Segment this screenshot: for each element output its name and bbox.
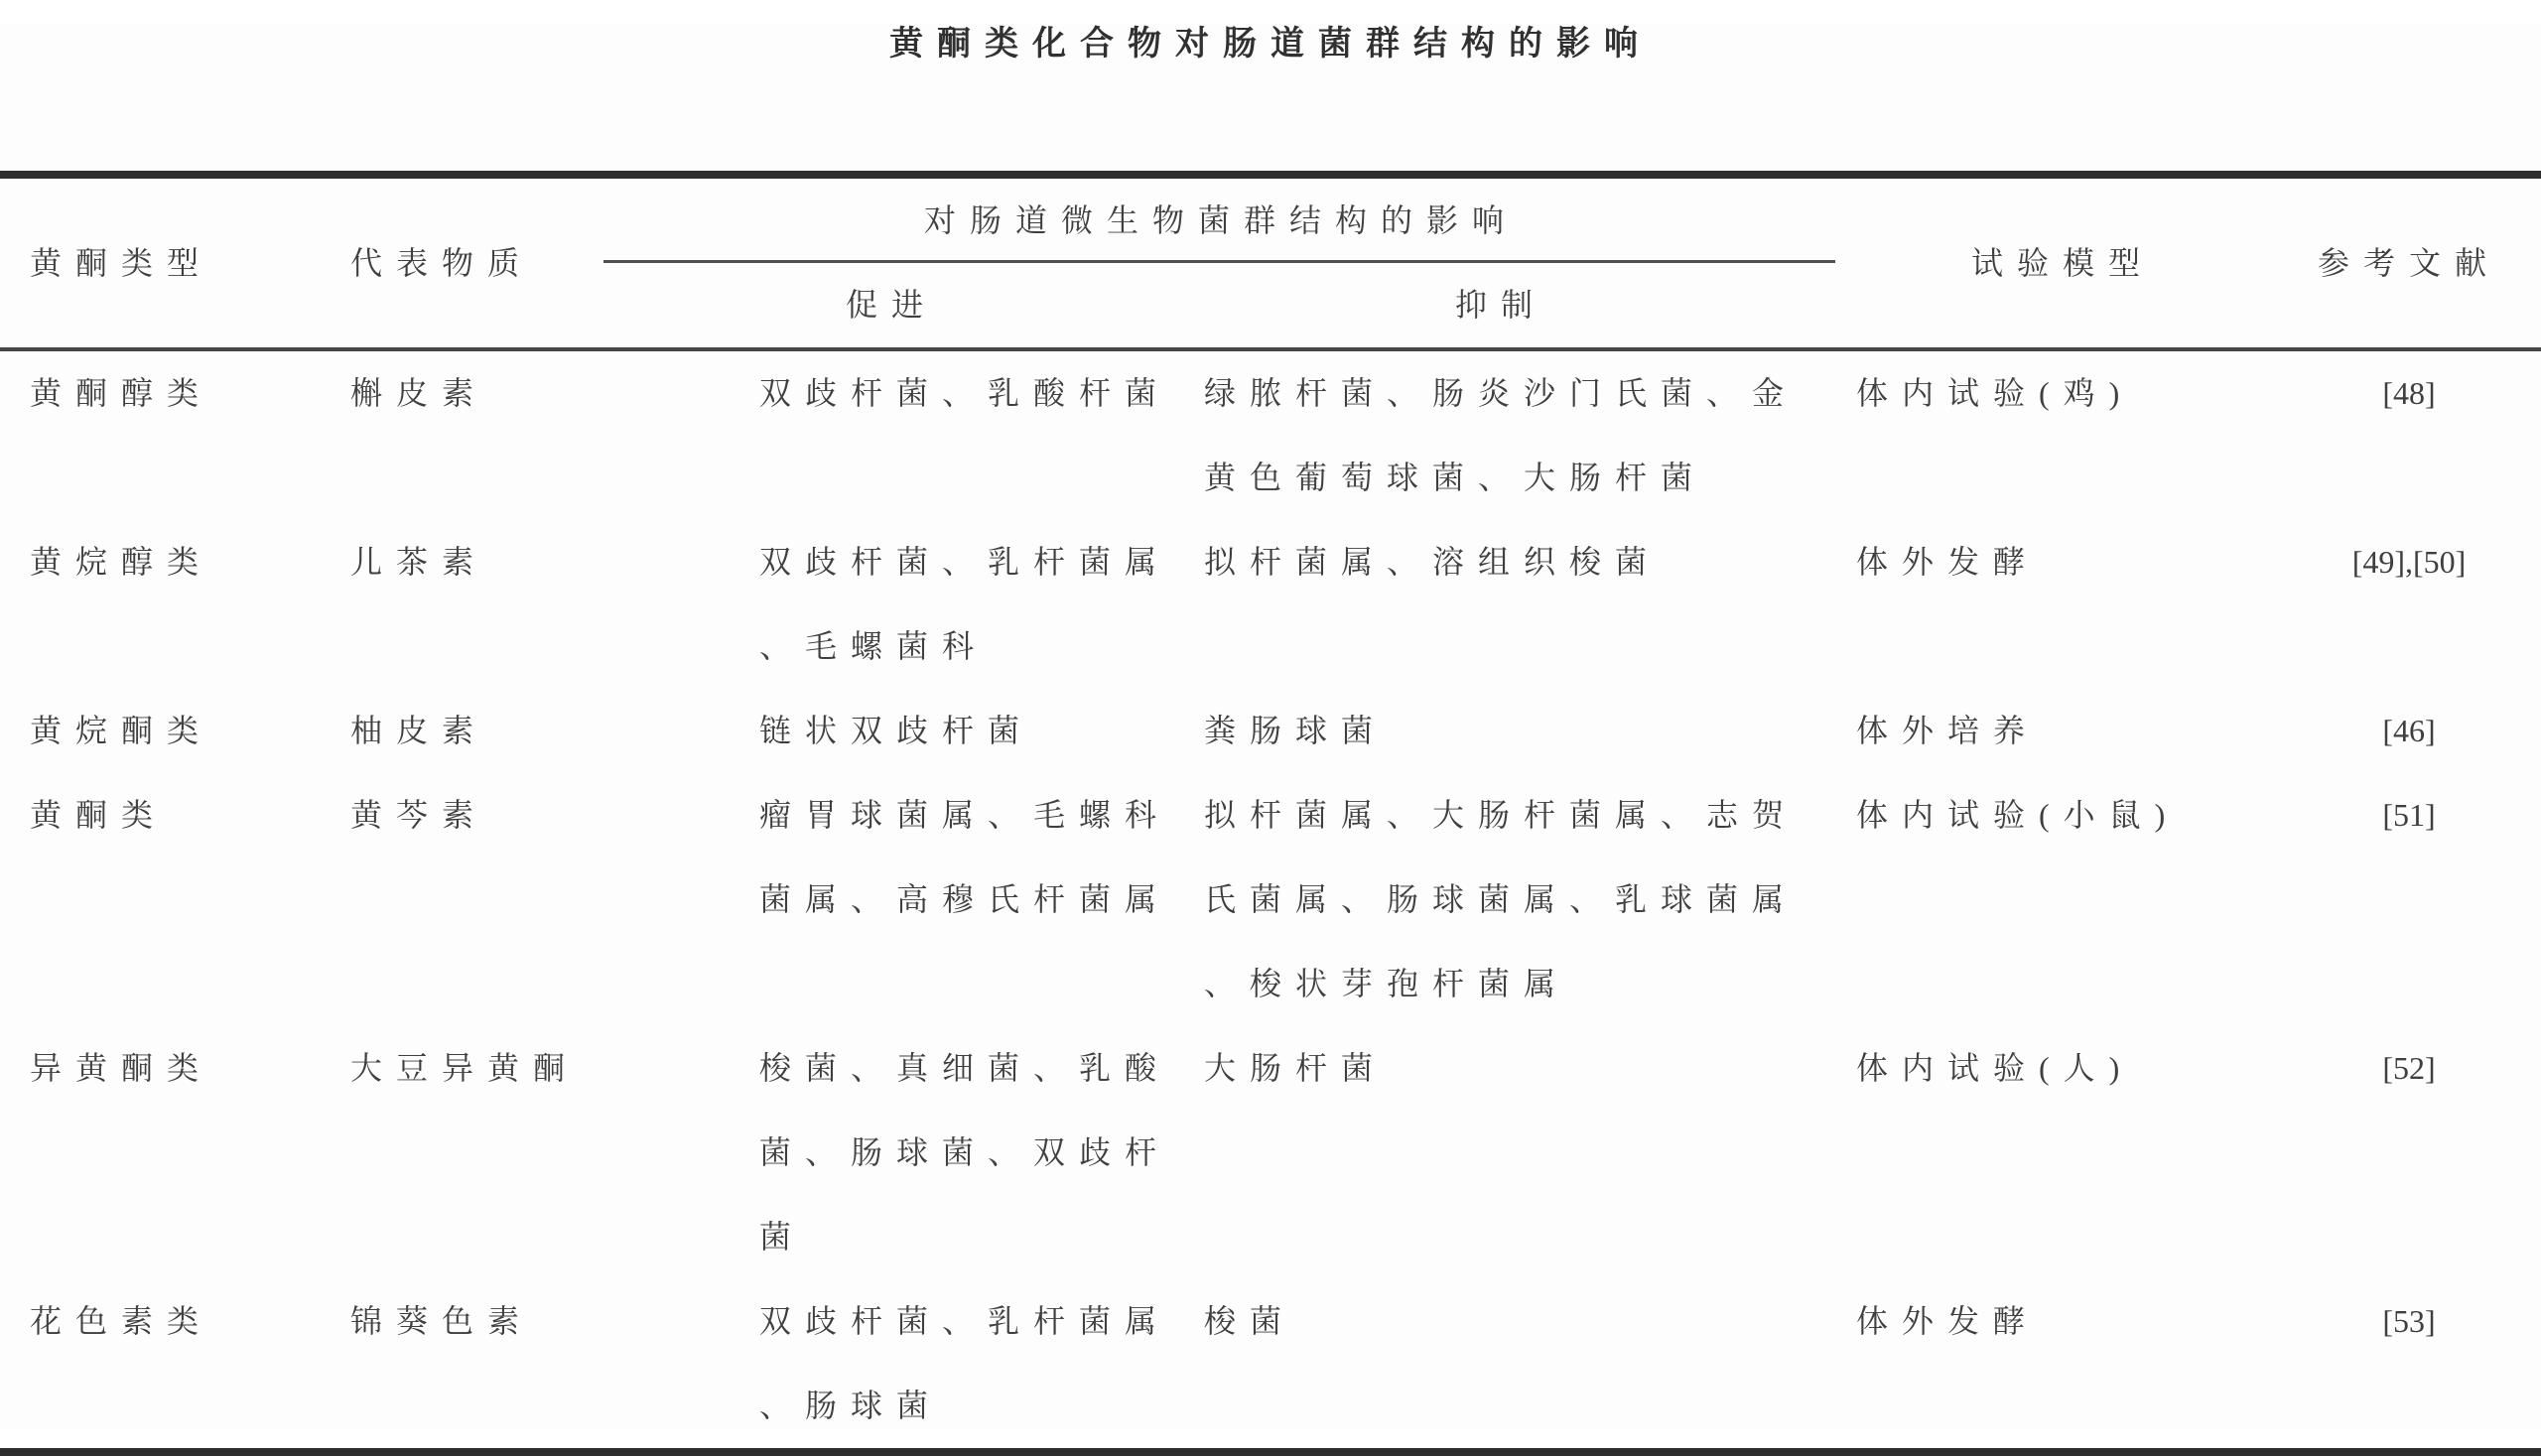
cell-promote: 双歧杆菌、乳酸杆菌 [759, 375, 1171, 411]
header-test-model: 试验模型 [1848, 175, 2277, 349]
cell-flavonoid-type: 黄酮类 [30, 797, 168, 833]
cell-flavonoid-type: 黄烷酮类 [30, 713, 213, 748]
table-title: 黄酮类化合物对肠道菌群结构的影响 [889, 25, 1652, 63]
cell-promote: 双歧杆菌、乳杆菌属、毛螺菌科 [759, 544, 1171, 664]
header-reference: 参考文献 [2277, 175, 2541, 349]
table-header [0, 175, 2541, 349]
table-row [0, 689, 2541, 773]
cell-model: 体内试验(人) [1856, 1050, 2134, 1086]
cell-reference: [53] [2382, 1303, 2436, 1339]
table-body [0, 349, 2541, 1452]
cell-inhibit: 拟杆菌属、溶组织梭菌 [1204, 544, 1662, 580]
table-row [0, 349, 2541, 520]
cell-inhibit: 粪肠球菌 [1204, 713, 1388, 748]
paper-page [0, 24, 2541, 1428]
header-promote: 促进 [749, 263, 1196, 349]
cell-promote: 瘤胃球菌属、毛螺科菌属、高穆氏杆菌属 [759, 797, 1171, 917]
cell-reference: [51] [2382, 797, 2436, 833]
cell-reference: [49],[50] [2351, 544, 2467, 580]
table-row [0, 1026, 2541, 1279]
cell-inhibit: 梭菌 [1204, 1303, 1296, 1339]
cell-reference: [52] [2382, 1050, 2436, 1086]
header-effect-on-microbiota-group: 对肠道微生物菌群结构的影响 [749, 175, 1848, 263]
cell-inhibit: 大肠杆菌 [1204, 1050, 1388, 1086]
cell-substance: 柚皮素 [350, 713, 488, 748]
cell-model: 体外发酵 [1856, 1303, 2040, 1339]
table-row [0, 520, 2541, 689]
cell-flavonoid-type: 黄烷醇类 [30, 544, 213, 580]
cell-substance: 锦葵色素 [350, 1303, 534, 1339]
header-row-main [0, 175, 2541, 263]
cell-inhibit: 拟杆菌属、大肠杆菌属、志贺氏菌属、肠球菌属、乳球菌属、梭状芽孢杆菌属 [1204, 797, 1799, 1001]
cell-flavonoid-type: 花色素类 [30, 1303, 213, 1339]
cell-promote: 梭菌、真细菌、乳酸菌、肠球菌、双歧杆菌 [759, 1050, 1171, 1255]
cell-flavonoid-type: 异黄酮类 [30, 1050, 213, 1086]
header-inhibit: 抑制 [1196, 263, 1848, 349]
cell-model: 体外培养 [1856, 713, 2040, 748]
cell-flavonoid-type: 黄酮醇类 [30, 375, 213, 411]
cell-model: 体内试验(小鼠) [1856, 797, 2180, 833]
cell-substance: 大豆异黄酮 [350, 1050, 580, 1086]
cell-inhibit: 绿脓杆菌、肠炎沙门氏菌、金黄色葡萄球菌、大肠杆菌 [1204, 375, 1799, 495]
header-flavonoid-type: 黄酮类型 [0, 175, 342, 349]
cell-reference: [48] [2382, 375, 2436, 411]
cell-reference: [46] [2382, 713, 2436, 748]
cell-model: 体外发酵 [1856, 544, 2040, 580]
cell-substance: 儿茶素 [350, 544, 488, 580]
cell-substance: 黄芩素 [350, 797, 488, 833]
header-representative-substance: 代表物质 [342, 175, 749, 349]
cell-promote: 双歧杆菌、乳杆菌属、肠球菌 [759, 1303, 1171, 1423]
table-row [0, 1279, 2541, 1452]
cell-substance: 槲皮素 [350, 375, 488, 411]
table-row [0, 773, 2541, 1026]
cell-model: 体内试验(鸡) [1856, 375, 2134, 411]
cell-promote: 链状双歧杆菌 [759, 713, 1034, 748]
flavonoid-gut-microbiota-table [0, 171, 2541, 1456]
